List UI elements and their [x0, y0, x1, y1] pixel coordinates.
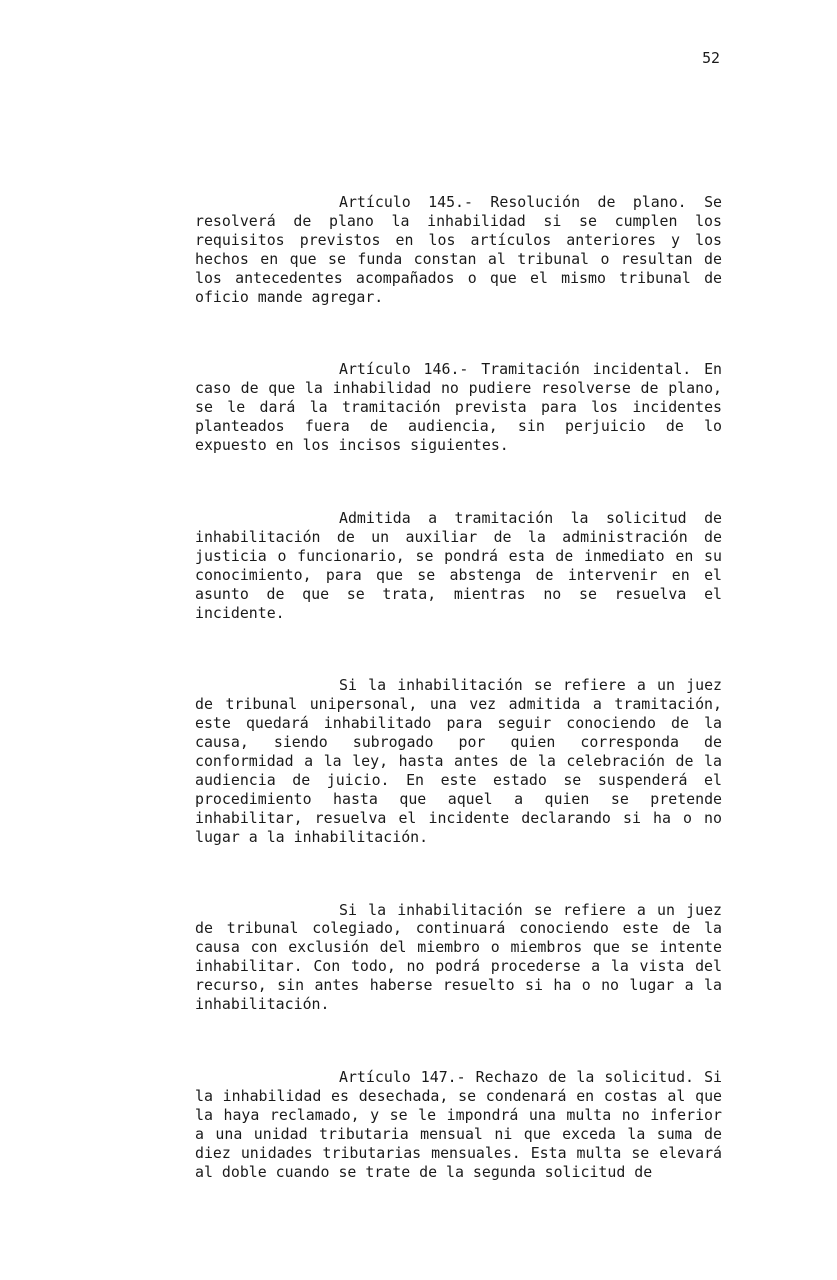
article-146-subsection-auxiliar: Admitida a tramitación la solicitud de inhabilitación de un auxiliar de la administración de justicia o funcionario, se pondrá esta de inmediato en su conocimiento, para que se abstenga de intervenir en el asunto de que se trata, mientras no se resuelva el incidente.: [195, 508, 722, 622]
article-146-subsection-unipersonal: Si la inhabilitación se refiere a un juez de tribunal unipersonal, una vez admitida a tramitación, este quedará inhabilitado para seguir conociendo de la causa, siendo subrogado por quien corresponda de conformidad a la ley, hasta antes de la celebración de la audiencia de juicio. En este estado se suspenderá el procedimiento hasta que aquel a quien se pretende inhabilitar, resuelva el incidente declarando si ha o no lugar a la inhabilitación.: [195, 676, 722, 846]
page-number: 52: [702, 49, 720, 67]
document-body: [195, 193, 722, 1181]
article-146-subsection-colegiado: Si la inhabilitación se refiere a un juez de tribunal colegiado, continuará conociendo este de la causa con exclusión del miembro o miembros que se intente inhabilitar. Con todo, no podrá procederse a la vista del recurso, sin antes haberse resuelto si ha o no lugar a la inhabilitación.: [195, 900, 722, 1014]
article-146-paragraph: Artículo 146.- Tramitación incidental. En caso de que la inhabilidad no pudiere resolverse de plano, se le dará la tramitación prevista para los incidentes planteados fuera de audiencia, sin perjuicio de lo expuesto en los incisos siguientes.: [195, 360, 722, 455]
article-145-paragraph: Artículo 145.- Resolución de plano. Se resolverá de plano la inhabilidad si se cumplen los requisitos previstos en los artículos anteriores y los hechos en que se funda constan al tribunal o resultan de los antecedentes acompañados o que el mismo tribunal de oficio mande agregar.: [195, 193, 722, 306]
article-147-paragraph: Artículo 147.- Rechazo de la solicitud. Si la inhabilidad es desechada, se condenará en costas al que la haya reclamado, y se le impondrá una multa no inferior a una unidad tributaria mensual ni que exceda la suma de diez unidades tributarias mensuales. Esta multa se elevará al doble cuando se trate de la segunda solicitud de: [195, 1068, 722, 1181]
